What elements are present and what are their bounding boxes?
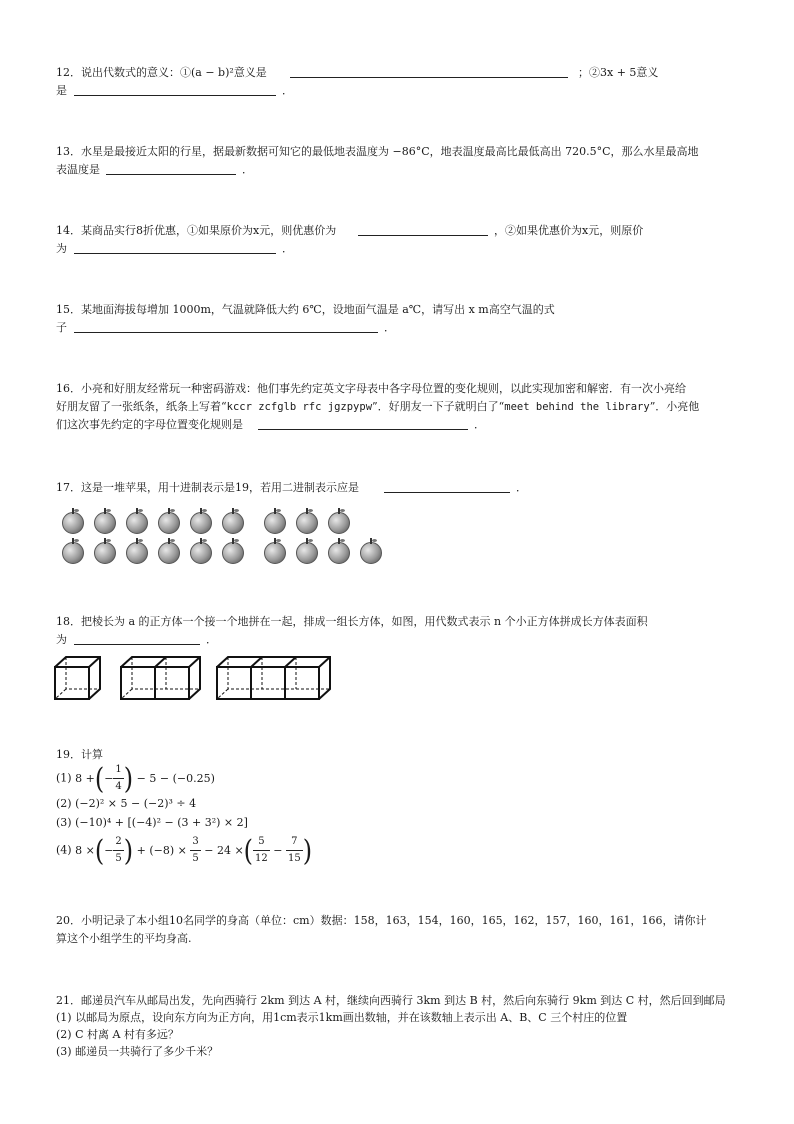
q16-end: ． (474, 418, 485, 431)
apple-icon (94, 512, 116, 534)
apple-icon (158, 512, 180, 534)
apple-icon (296, 542, 318, 564)
q13-end: ． (242, 163, 253, 176)
q12-line2 (56, 84, 67, 98)
q12-line1-right (578, 66, 658, 80)
fraction: $\frac{2}{5}$ (115, 836, 122, 864)
q16-line2-b: ”．好朋友一下子就明白了“ (372, 400, 505, 413)
q19-title: 19．计算 (56, 748, 103, 761)
apple-icon (328, 542, 350, 564)
q14-blank2[interactable] (74, 242, 276, 254)
apple-icon (126, 542, 148, 564)
q19-part4 (56, 834, 312, 866)
q16-line2-c: ”．小亮他 (649, 400, 700, 413)
q13-blank[interactable] (106, 163, 236, 175)
q16-line3-prefix: 们这次事先约定的字母位置变化规则是 (56, 418, 243, 431)
cube-rows-figure (54, 655, 344, 701)
q15-line1: 15．某地面海拔每增加 1000m，气温就降低大约 6℃，设地面气温是 a℃，请写出 x m高空气温的式 (56, 303, 555, 316)
apple-icon (62, 512, 84, 534)
q16-plain: meet behind the library (504, 401, 650, 413)
q13-line2-prefix: 表温度是 (56, 163, 100, 176)
q18-line1: 18．把棱长为 a 的正方体一个接一个地拼在一起，排成一组长方体，如图，用代数式表示 n 个小正方体拼成长方体表面积 (56, 615, 648, 628)
q19-p3-label: (3) (56, 816, 72, 829)
q12-line1 (56, 66, 267, 80)
q14-line1-prefix: 14．某商品实行8折优惠，①如果原价为x元，则优惠价为 (56, 224, 337, 237)
q18-line2-prefix: 为 (56, 633, 67, 646)
fraction: $\frac{3}{5}$ (192, 836, 199, 864)
q19-p2-expr: (−2)² × 5 − (−2)³ ÷ 4 (75, 797, 197, 810)
q12-mid: 意义是 (233, 66, 267, 79)
fraction: $\frac{1}{4}$ (115, 764, 122, 792)
q19-part1 (56, 762, 215, 794)
q19-p4-expr: 8 ×(− $\frac{2}{5}$ ) + (−8) × $\frac{3}{5}$ − 24 ×( $\frac{5}{12}$ − $\frac{7}{15}$ ) (75, 833, 313, 868)
apple-icon (222, 512, 244, 534)
q12-blank1[interactable] (290, 66, 568, 78)
q16-line2 (56, 400, 699, 414)
fraction: $\frac{5}{12}$ (255, 836, 268, 864)
q18-end: ． (206, 633, 217, 646)
q20-line2: 算这个小组学生的平均身高. (56, 932, 192, 945)
q19-p4-label: (4) (56, 843, 72, 857)
apple-icon (190, 512, 212, 534)
q13-line1: 13．水星是最接近太阳的行星，据最新数据可知它的最低地表温度为 −86°C，地表温度最高比最低高出 720.5°C，那么水星最高地 (56, 145, 699, 158)
apple-icon (190, 542, 212, 564)
q15-blank[interactable] (74, 321, 378, 333)
cubes-two (121, 657, 200, 699)
q21-sub3: (3) 邮递员一共骑行了多少千米？ (56, 1045, 219, 1058)
q17-line1-prefix: 17．这是一堆苹果，用十进制表示是19，若用二进制表示应是 (56, 481, 359, 494)
q14-blank1[interactable] (358, 224, 488, 236)
fraction: $\frac{7}{15}$ (288, 836, 301, 864)
q17-blank[interactable] (384, 481, 510, 493)
q20-line1: 20．小明记录了本小组10名同学的身高（单位：cm）数据：158，163，154，160，165，162，157，160，161，166，请你计 (56, 914, 707, 927)
q14-end: ． (282, 242, 293, 255)
q19-p1-expr: 8 +(− $\frac{1}{4}$ ) − 5 − (−0.25) (75, 761, 215, 796)
q19-p3-expr: (−10)⁴ + [(−4)² − (3 + 3²) × 2] (75, 816, 248, 829)
q19-part3 (56, 815, 248, 831)
q19-p1-label: (1) (56, 771, 72, 785)
q15-end: ． (384, 321, 395, 334)
q21-sub1: (1) 以邮局为原点，设向东方向为正方向，用1cm表示1km画出数轴，并在该数轴上表示出 A、B、C 三个村庄的位置 (56, 1011, 628, 1024)
apple-icon (296, 512, 318, 534)
q18-blank[interactable] (74, 633, 200, 645)
apple-icon (264, 512, 286, 534)
q12-end: ． (282, 84, 293, 97)
cube-one (55, 657, 100, 699)
apple-icon (126, 512, 148, 534)
apple-icon (62, 542, 84, 564)
apple-icon (222, 542, 244, 564)
q12-sep: ；② (578, 66, 600, 79)
apple-icon (264, 542, 286, 564)
apple-pile-image (60, 508, 390, 568)
q16-line2-a: 好朋友留了一张纸条，纸条上写着“ (56, 400, 227, 413)
apple-icon (360, 542, 382, 564)
q12-expr1: (a − b)² (191, 66, 234, 79)
cubes-three (217, 657, 330, 699)
q16-blank[interactable] (258, 418, 468, 430)
q12-suffix: 意义 (636, 66, 659, 79)
q17-end: ． (516, 481, 527, 494)
q14-line2-prefix: 为 (56, 242, 67, 255)
q12-expr2: 3x + 5 (600, 66, 637, 79)
q16-code: kccr zcfglb rfc jgzpypw (226, 401, 373, 413)
q21-sub2: (2) C 村离 A 村有多远？ (56, 1028, 179, 1041)
q12-blank2[interactable] (74, 84, 276, 96)
apple-icon (94, 542, 116, 564)
q16-line1: 16．小亮和好朋友经常玩一种密码游戏：他们事先约定英文字母表中各字母位置的变化规则，以此实现加密和解密．有一次小亮给 (56, 382, 686, 395)
apple-icon (328, 512, 350, 534)
apple-icon (158, 542, 180, 564)
q14-line1-mid: ，②如果优惠价为x元，则原价 (494, 224, 644, 237)
q19-part2 (56, 796, 196, 812)
q19-p2-label: (2) (56, 797, 72, 810)
q15-line2-prefix: 子 (56, 321, 67, 334)
q12-line2-prefix: 是 (56, 84, 67, 97)
q12-prefix: 12．说出代数式的意义：① (56, 66, 191, 79)
q21-line1: 21．邮递员汽车从邮局出发，先向西骑行 2km 到达 A 村，继续向西骑行 3km 到达 B 村，然后向东骑行 9km 到达 C 村，然后回到邮局 (56, 994, 726, 1007)
